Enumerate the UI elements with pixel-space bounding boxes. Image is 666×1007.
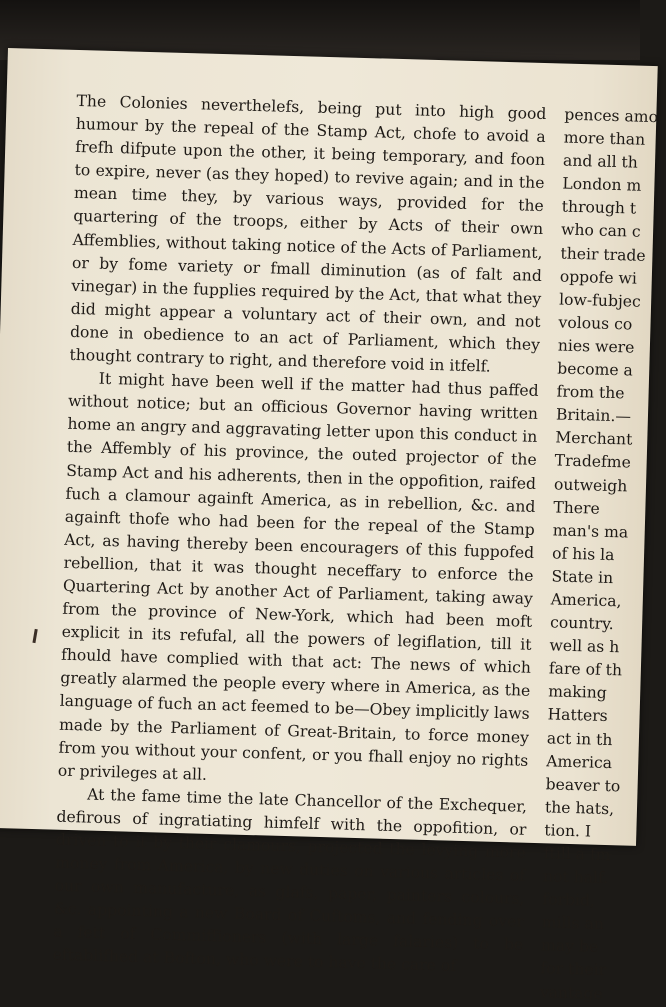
right-column-line: vantage bbox=[539, 982, 604, 1003]
right-column-line: nies were bbox=[557, 336, 635, 357]
right-column-line: from the bbox=[556, 382, 625, 403]
right-column-line: of his la bbox=[551, 544, 615, 564]
right-column-line: may be bbox=[540, 936, 599, 957]
right-column-line: fare of th bbox=[548, 659, 623, 680]
paragraph-governor: It might have been well if the matter had thus paffed without notice; but an officious Governor having written home an angry and aggravating letter upon this conduct in the Affembly of his province, the outed projector of the Stamp Act and his adherents, then in the oppofition, raifed fuch a clamour againft America, as in rebellion, &c. and againft thofe who had been for the repeal of the Stamp Act, as having thereby been encouragers of this fuppofed rebellion, that it was thought neceffary to enforce the Quartering Act by another Act of Parliament, taking away from the province of New-York, which had been moft explicit in its refufal, all the powers of legiflation, till it fhould have complied with that act: The news of which greatly alarmed the people every where in America, as the language of fuch an act feemed to be—Obey implicitly laws made by the Parliament of Great-Britain, to force money from you without your confent, or you fhall enjoy no rights or privileges at all. bbox=[57, 369, 539, 784]
right-column-line: pences amo bbox=[564, 105, 659, 127]
right-column-line: become a bbox=[557, 359, 634, 380]
right-column-line: not half. bbox=[542, 867, 609, 888]
right-column-line: act in th bbox=[546, 728, 613, 749]
paragraph-chancellor: At the fame time the late Chancellor of the Exchequer, defirous of ingratiating himfelf with the oppofition, or driven to it by their clamours, projected the levying more money from America, by new duties on various articles of our own manufacture, as glafs, paper, painters colours, &c. appointing a new Board of Cuftoms, and fending over a fett of Commiffioners (with large falaries) to be eftablifhed at Bofton, who were to have the care of bbox=[52, 785, 528, 976]
right-column-line: Merchant bbox=[555, 428, 633, 449]
right-column-line: man's ma bbox=[552, 521, 629, 542]
right-column-line: volous co bbox=[558, 313, 633, 334]
right-column-line: London m bbox=[562, 174, 642, 196]
right-column-line: their trade bbox=[560, 244, 646, 265]
right-column-line: America bbox=[546, 751, 613, 772]
right-column-line: ftill a fm bbox=[543, 844, 611, 865]
right-column-line: making bbox=[547, 682, 608, 703]
right-column-line: State in bbox=[551, 567, 614, 587]
right-column-line: and all th bbox=[562, 151, 639, 172]
right-column-line: who can c bbox=[560, 220, 641, 242]
right-column-line: Britain.— bbox=[555, 405, 632, 426]
right-column-line: for their bbox=[540, 959, 607, 980]
right-column-line: Tradefme bbox=[554, 451, 632, 472]
right-column-line: There bbox=[553, 498, 600, 518]
right-column-line: America, bbox=[550, 590, 622, 611]
right-column-line: the hats, bbox=[544, 798, 615, 819]
right-column-line: outweigh bbox=[553, 474, 628, 495]
right-column-line: Hatters bbox=[547, 705, 608, 726]
right-column bbox=[540, 104, 665, 1007]
right-column-line: country. bbox=[549, 613, 615, 634]
right-column-line: tion. I bbox=[544, 821, 592, 841]
right-column-line: mills an bbox=[541, 913, 605, 934]
right-column-line: through t bbox=[561, 197, 637, 218]
right-column-line: forbid, bbox=[542, 890, 596, 910]
main-column bbox=[52, 90, 546, 980]
right-column-line: oppofe wi bbox=[559, 267, 638, 288]
newspaper-page bbox=[0, 48, 659, 1003]
right-column-line: beaver to bbox=[545, 775, 621, 796]
paragraph-colonies: The Colonies neverthelefs, being put into high good humour by the repeal of the Stamp Act, chofe to avoid a frefh difpute upon the other, it being temporary, and foon to expire, never (as they hoped) to revive again; and in the mean time they, by various ways, provided for the quartering of the troops, either by Acts of their own Affemblies, without taking notice of the Acts of Parliament, or by fome variety or fmall diminution (as of falt and vinegar) in the fupplies required by the Act, that what they did might appear a voluntary act of their own, and not done in obedience to an act of Parliament, which they thought contrary to right, and therefore void in itfelf. bbox=[69, 91, 547, 376]
ink-mark bbox=[32, 629, 37, 643]
right-column-line: more than bbox=[563, 128, 646, 149]
right-column-line: well as h bbox=[549, 636, 620, 657]
right-column-line: low-fubjec bbox=[558, 290, 642, 311]
